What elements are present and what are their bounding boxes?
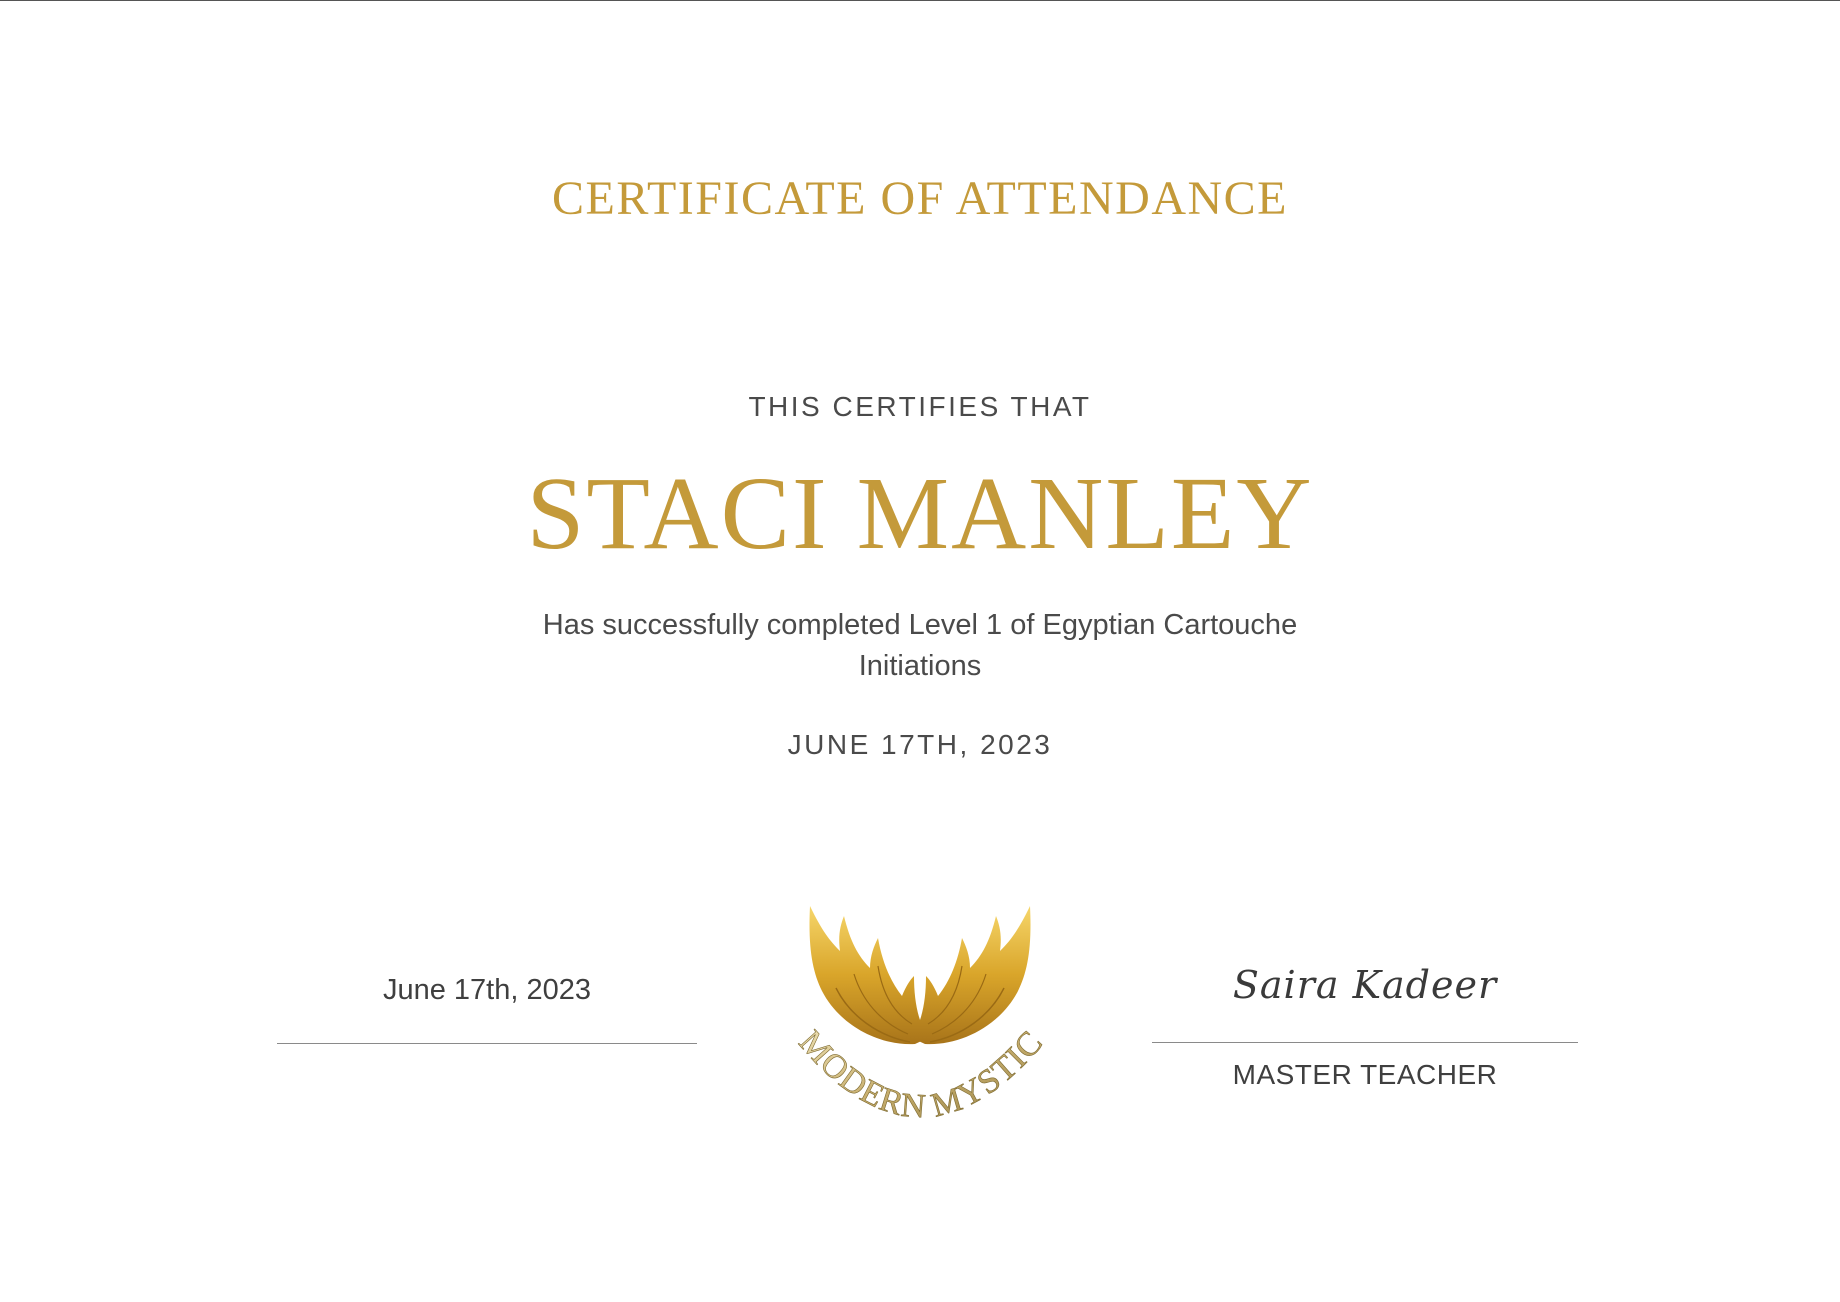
- recipient-name: STACI MANLEY: [526, 456, 1314, 571]
- description-line-1: Has successfully completed Level 1 of Egyptian Cartouche: [542, 609, 1298, 641]
- modern-mystic-logo: [760, 896, 1080, 1156]
- date-signature-line: [277, 1043, 697, 1044]
- course-date: JUNE 17TH, 2023: [787, 729, 1053, 760]
- golden-wings-icon: [810, 906, 1031, 1044]
- description-line-2: Initiations: [858, 650, 982, 682]
- certificate-title: CERTIFICATE OF ATTENDANCE: [552, 172, 1288, 225]
- certifies-label: THIS CERTIFIES THAT: [748, 391, 1092, 422]
- teacher-signature: Saira Kadeer: [1232, 963, 1498, 1007]
- teacher-signature-line: [1152, 1042, 1578, 1043]
- signature-date: June 17th, 2023: [382, 974, 591, 1006]
- signatory-title: MASTER TEACHER: [1232, 1059, 1498, 1090]
- logo-brand-text: MODERN MYSTIC: [791, 1023, 1051, 1126]
- completion-description: [470, 605, 1370, 687]
